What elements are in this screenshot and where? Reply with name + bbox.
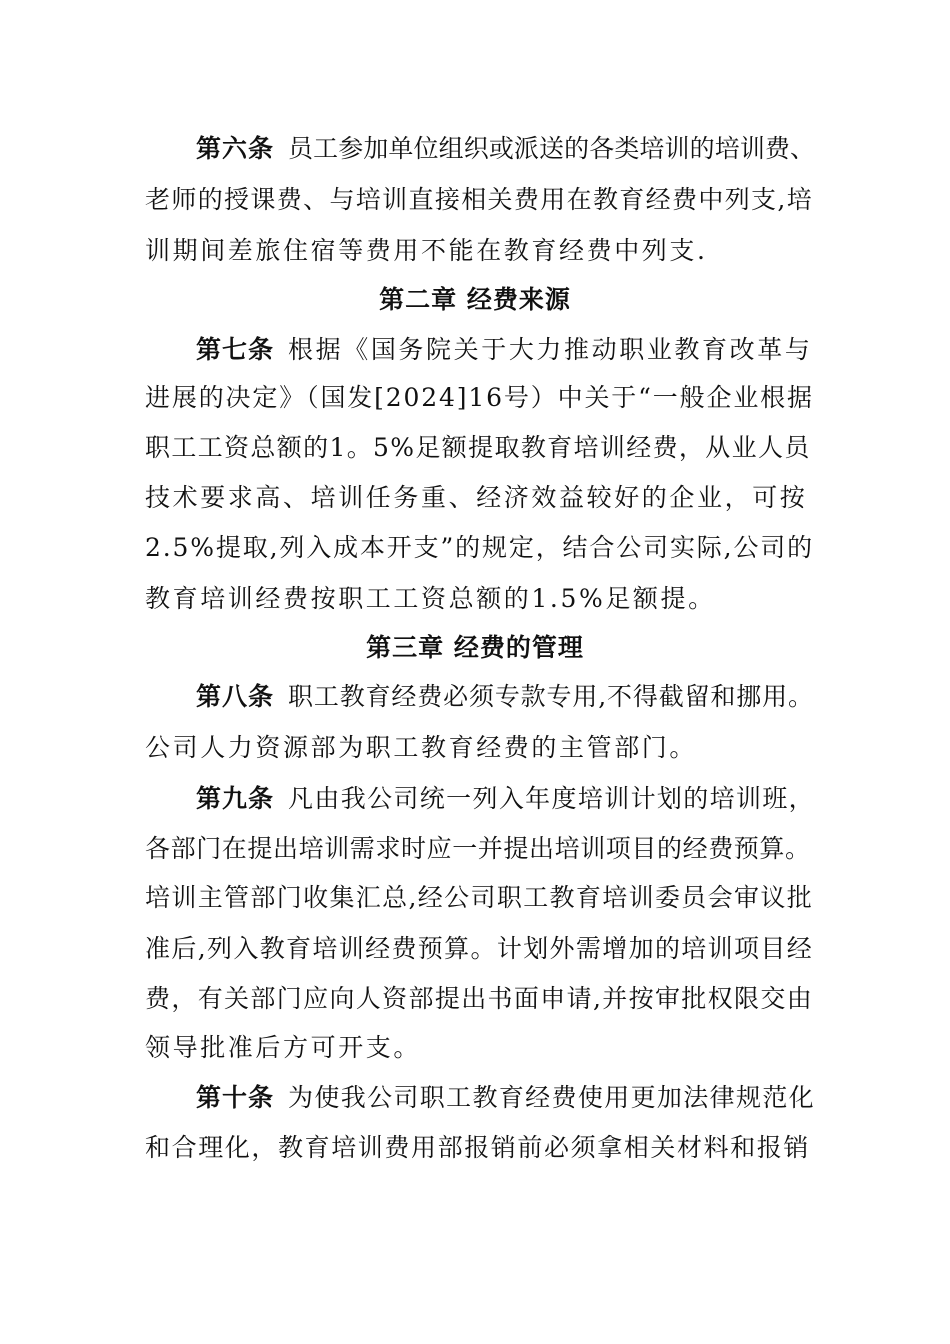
article-10-line-1 [196, 1081, 815, 1115]
article-9-label: 第九条 [196, 784, 275, 813]
article-8-text: 职工教育经费必须专款专用,不得截留和挪用。 [288, 682, 814, 711]
article-10-text: 为使我公司职工教育经费使用更加法律规范化 [288, 1083, 816, 1112]
article-6-line-3: 训期间差旅住宿等费用不能在教育经费中列支. [145, 236, 708, 265]
article-9-line-2: 各部门在提出培训需求时应一并提出培训项目的经费预算。 [145, 834, 811, 863]
article-8-line-2: 公司人力资源部为职工教育经费的主管部门。 [145, 733, 698, 762]
article-9-line-1 [196, 782, 815, 816]
article-7-line-4: 技术要求高、培训任务重、经济效益较好的企业，可按 [145, 483, 808, 512]
article-7-line-2: 进展的决定》（国发[2024]16号）中关于“一般企业根据 [145, 383, 814, 412]
chapter-2-heading: 第二章 经费来源 [379, 285, 571, 314]
article-8-line-1 [196, 680, 814, 714]
chapter-3-heading: 第三章 经费的管理 [366, 633, 584, 662]
article-7-text: 根据《国务院关于大力推动职业教育改革与 [288, 335, 813, 364]
article-7-line-3: 职工工资总额的1。5%足额提取教育培训经费，从业人员 [145, 433, 811, 462]
article-7-label: 第七条 [196, 335, 275, 364]
article-9-line-6: 领导批准后方可开支。 [145, 1033, 422, 1062]
article-9-text: 凡由我公司统一列入年度培训计划的培训班， [288, 784, 816, 813]
article-7-line-1 [196, 333, 812, 367]
article-8-label: 第八条 [196, 682, 275, 711]
article-9-line-4: 准后,列入教育培训经费预算。计划外需增加的培训项目经 [145, 934, 814, 963]
article-7-line-5: 2.5%提取,列入成本开支”的规定，结合公司实际,公司的 [145, 533, 814, 562]
article-6-line-1 [196, 132, 815, 166]
article-7-line-6: 教育培训经费按职工工资总额的1.5%足额提。 [145, 584, 716, 613]
article-10-line-2: 和合理化，教育培训费用部报销前必须拿相关材料和报销 [145, 1133, 811, 1162]
article-10-label: 第十条 [196, 1083, 275, 1112]
article-6-text: 员工参加单位组织或派送的各类培训的培训费、 [288, 134, 816, 163]
article-9-line-5: 费，有关部门应向人资部提出书面申请,并按审批权限交由 [145, 984, 814, 1013]
article-9-line-3: 培训主管部门收集汇总,经公司职工教育培训委员会审议批 [145, 883, 814, 912]
article-6-line-2: 老师的授课费、与培训直接相关费用在教育经费中列支,培 [145, 185, 814, 214]
article-6-label: 第六条 [196, 134, 275, 163]
